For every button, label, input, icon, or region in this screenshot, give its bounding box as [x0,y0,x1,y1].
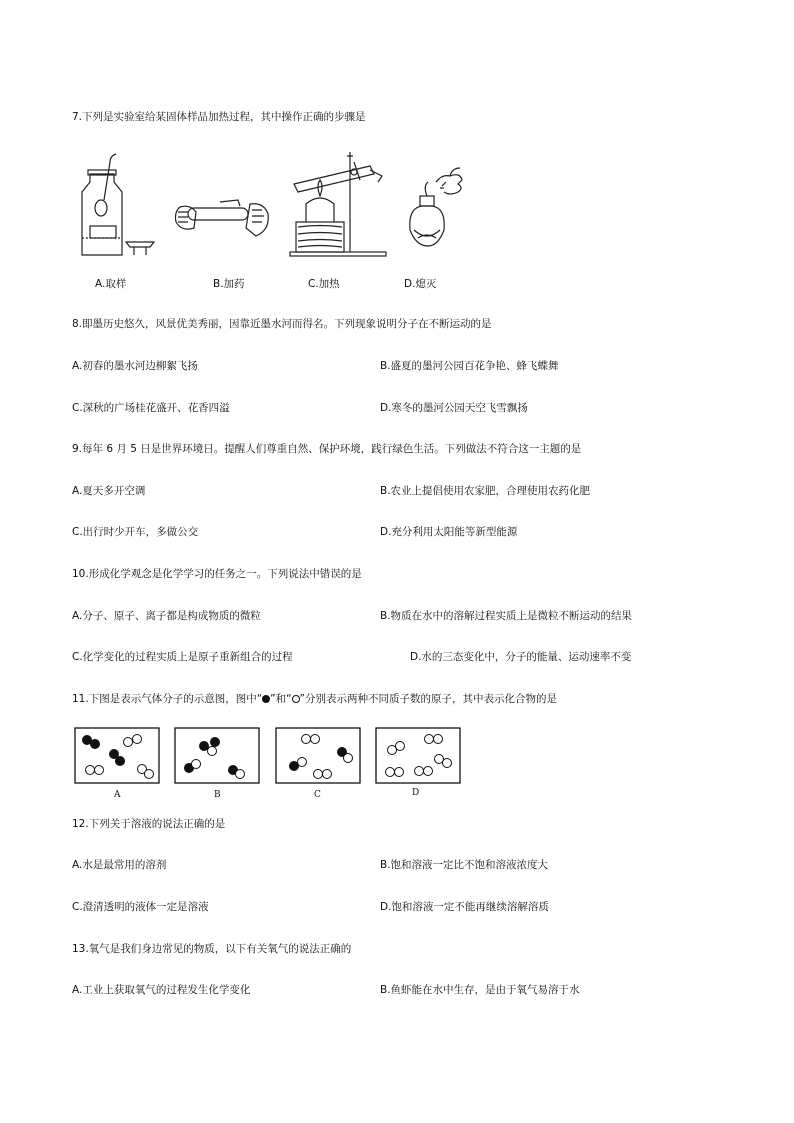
q12-stem: 12.下列关于溶液的说法正确的是 [72,818,226,830]
q11-stem-part2: ”和“ [270,693,292,705]
q13-option-b: B.鱼虾能在水中生存，是由于氧气易溶于水 [380,984,580,996]
q11-stem [72,692,557,706]
q8-stem: 8.即墨历史悠久，风景优美秀丽，因靠近墨水河而得名。下列现象说明分子在不断运动的是 [72,318,492,330]
q7-label-b: B.加药 [213,278,245,290]
q10-option-b: B.物质在水中的溶解过程实质上是微粒不断运动的结果 [380,610,633,622]
q8-option-a: A.初春的墨水河边柳絮飞扬 [72,360,198,372]
q9-option-c: C.出行时少开车，多做公交 [72,526,199,538]
q7-stem: 7.下列是实验室给某固体样品加热过程，其中操作正确的步骤是 [72,111,366,123]
q9-option-a: A.夏天多开空调 [72,485,146,497]
q10-option-a: A.分子、原子、离子都是构成物质的微粒 [72,610,261,622]
q9-option-b: B.农业上提倡使用农家肥，合理使用农药化肥 [380,485,591,497]
molecule-box-c [276,728,360,783]
q12-option-c: C.澄清透明的液体一定是溶液 [72,901,209,913]
q11-figure [72,726,464,786]
filled-atom-icon [262,695,270,703]
q10-option-c: C.化学变化的过程实质上是原子重新组合的过程 [72,651,293,663]
q8-option-c: C.深秋的广场桂花盛开、花香四溢 [72,402,230,414]
q12-option-b: B.饱和溶液一定比不饱和溶液浓度大 [380,859,549,871]
q13-stem: 13.氧气是我们身边常见的物质，以下有关氧气的说法正确的 [72,943,352,955]
q12-option-a: A.水是最常用的溶剂 [72,859,167,871]
q9-stem: 9.每年 6 月 5 日是世界环境日。提醒人们尊重自然、保护环境，践行绿色生活。下列做法不符合这一主题的是 [72,443,582,455]
alcohol-lamp-blowing-icon [410,168,462,246]
q10-stem: 10.形成化学观念是化学学习的任务之一。下列说法中错误的是 [72,568,362,580]
molecule-box-d [376,728,460,783]
q12-option-d: D.饱和溶液一定不能再继续溶解溶质 [380,901,549,913]
hollow-atom-icon [292,695,300,703]
reagent-bottle-icon [82,154,154,255]
q10-option-d: D.水的三态变化中，分子的能量、运动速率不变 [410,651,632,663]
q7-label-c: C.加热 [308,278,340,290]
test-tube-hands-icon [176,200,269,236]
q8-option-d: D.寒冬的墨河公园天空飞雪飘扬 [380,402,528,414]
iron-stand-heating-icon [290,152,386,256]
q11-label-a: A [114,790,121,800]
q13-option-a: A.工业上获取氧气的过程发生化学变化 [72,984,251,996]
molecule-box-a [75,728,159,783]
q7-figure [70,152,490,267]
molecule-box-b [175,728,259,783]
q11-label-c: C [314,790,321,800]
q11-label-b: B [214,790,221,800]
q9-option-d: D.充分利用太阳能等新型能源 [380,526,518,538]
q7-label-a: A.取样 [95,278,127,290]
q7-label-d: D.熄灭 [404,278,437,290]
q11-stem-part3: ”分别表示两种不同质子数的原子，其中表示化合物的是 [299,693,557,705]
q8-option-b: B.盛夏的墨河公园百花争艳、蜂飞蝶舞 [380,360,559,372]
q11-label-d: D [412,788,420,798]
q11-stem-part1: 11.下图是表示气体分子的示意图，图中“ [72,693,263,705]
